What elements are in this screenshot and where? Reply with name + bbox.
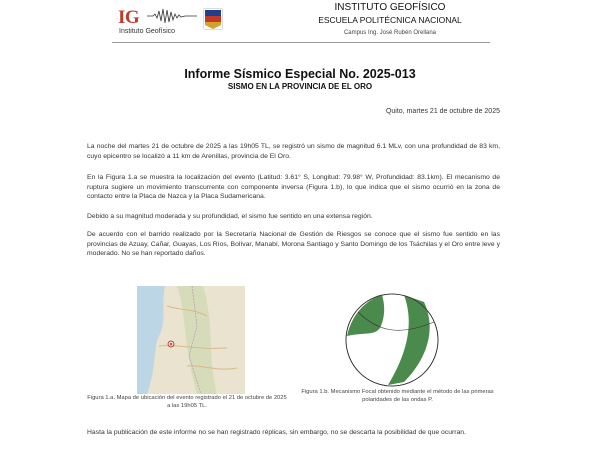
epn-crest-icon (203, 8, 223, 30)
paragraph-event: La noche del martes 21 de octubre de 2025 a las 19h05 TL, se registró un sismo de magnitud 6.1 MLv, con una profundidad de 83 km, cuyo epicentro se localizó a 11 km de Arenillas, provincia de El Oro. (87, 143, 500, 160)
paragraph-location: En la Figura 1.a se muestra la localización del evento (Latitud: 3.61° S, Longitud: 79.98° W, Profundidad: 83.1km). El mecanismo de ruptura sugiere un movimiento transcurrente con componente inversa (Figura 1.b), lo que indica que el sismo ocurrió en la zona de contacto entre la Placa de Nazca y la Placa Sudamericana. (87, 174, 500, 201)
report-date: Quito, martes 21 de octubre de 2025 (385, 108, 500, 115)
report-subtitle: SISMO EN LA PROVINCIA DE EL ORO (227, 82, 373, 91)
report-title: Informe Sísmico Especial No. 2025-013 (184, 67, 416, 81)
paragraph-aftershocks: Hasta la publicación de este informe no se han registrado réplicas, sin embargo, no se descarta la posibilidad de que ocurran. (87, 429, 466, 436)
ig-logo: IG (118, 7, 140, 28)
logo-subtitle: Instituto Geofísico (119, 28, 176, 35)
focal-mechanism-diagram (344, 292, 440, 388)
location-map (137, 286, 245, 394)
campus-name: Campus Ing. José Rubén Orellana (343, 30, 437, 36)
paragraph-felt: Debido a su magnitud moderada y su profundidad, el sismo fue sentido en una extensa región. (87, 213, 373, 220)
school-name: ESCUELA POLITÉCNICA NACIONAL (318, 15, 462, 25)
institution-name: INSTITUTO GEOFÍSICO (334, 2, 446, 13)
seismogram-icon (147, 8, 197, 24)
figure-1a-caption: Figura 1.a. Mapa de ubicación del evento registrado el 21 de octubre de 2025 a las 19h05 TL. (87, 395, 287, 409)
paragraph-provinces: De acuerdo con el barrido realizado por la Secretaría Nacional de Gestión de Riesgos se conoce que el sismo fue sentido en las provincias de Azuay, Cañar, Guayas, Los Ríos, Bolívar, Manabí, Morona Santiago y Santo Domingo de los Tsáchilas y el Oro entre leve y moderado. No se han reportado daños. (87, 231, 500, 258)
header-divider (112, 42, 490, 43)
figure-1b-caption: Figura 1.b. Mecanismo Focal obtenido mediante el método de las primeras polaridades de las ondas P. (301, 389, 494, 403)
